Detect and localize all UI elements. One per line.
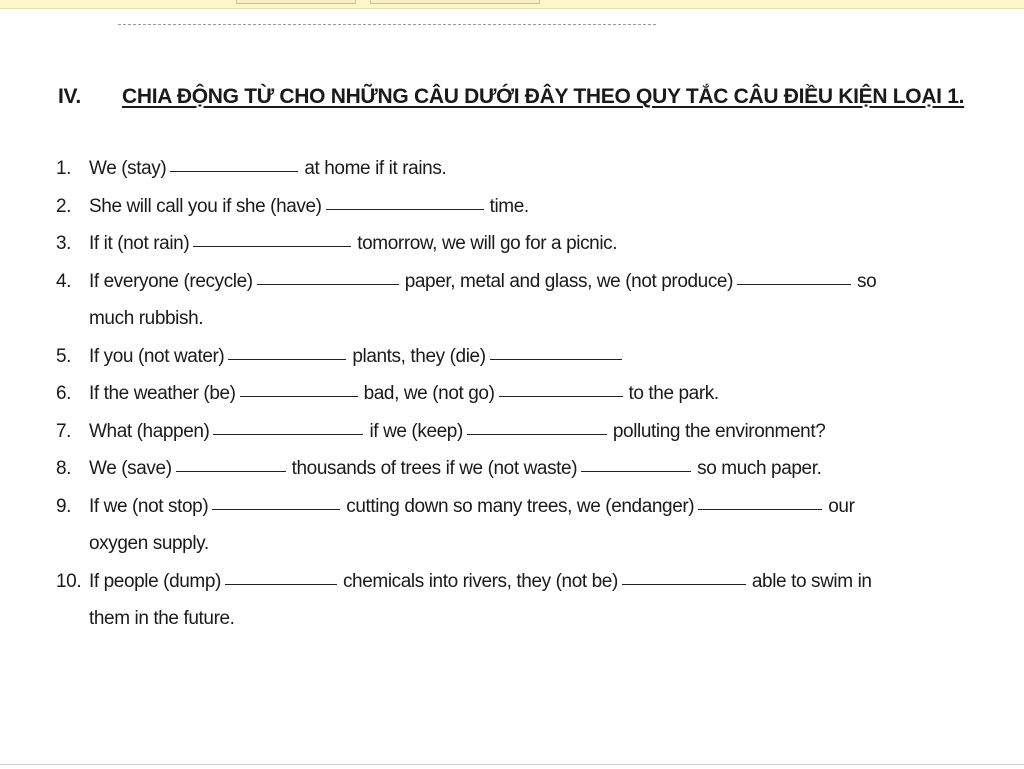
item-number: 7. <box>56 420 72 442</box>
item-text: so much paper. <box>697 458 822 479</box>
exercise-item-3 <box>56 225 1016 263</box>
answer-blank[interactable] <box>326 208 484 210</box>
item-text: chemicals into rivers, they (not be) <box>342 570 618 592</box>
exercise-item-6 <box>56 375 1016 413</box>
item-text: our <box>828 495 855 517</box>
item-text: plants, they (die) <box>352 345 486 367</box>
item-text: tomorrow, we will go for a picnic. <box>357 233 618 254</box>
answer-blank[interactable] <box>228 358 346 360</box>
item-text-continued: much rubbish. <box>89 308 204 329</box>
answer-blank[interactable] <box>581 470 691 472</box>
item-text: If you (not water) <box>89 345 225 367</box>
item-text: If the weather (be) <box>89 383 236 404</box>
toolbar-tab[interactable] <box>370 0 540 4</box>
item-text: She will call you if she (have) <box>89 195 322 217</box>
item-text: If people (dump) <box>89 570 221 592</box>
item-number: 6. <box>56 383 72 404</box>
item-text: If everyone (recycle) <box>89 270 253 292</box>
item-number: 3. <box>56 233 72 254</box>
answer-blank[interactable] <box>170 170 298 172</box>
exercise-item-2 <box>56 188 1016 226</box>
answer-blank[interactable] <box>622 583 746 585</box>
toolbar-tab[interactable] <box>236 0 356 4</box>
section-title: CHIA ĐỘNG TỪ CHO NHỮNG CÂU DƯỚI ĐÂY THEO QUY TẮC CÂU ĐIỀU KIỆN LOẠI 1. <box>122 85 965 108</box>
item-text: if we (keep) <box>369 420 463 442</box>
item-number: 4. <box>56 270 72 292</box>
exercise-item-4 <box>56 263 1016 338</box>
answer-blank[interactable] <box>193 245 351 247</box>
item-text: to the park. <box>628 383 719 404</box>
dotted-separator <box>118 24 656 25</box>
item-text: What (happen) <box>89 420 210 442</box>
answer-blank[interactable] <box>467 433 607 435</box>
exercise-item-9 <box>56 488 1016 563</box>
item-number: 9. <box>56 495 72 517</box>
item-text: cutting down so many trees, we (endanger) <box>346 495 695 517</box>
item-text: polluting the environment? <box>612 420 826 442</box>
answer-blank[interactable] <box>737 283 851 285</box>
item-text: able to swim in <box>751 570 872 592</box>
exercise-item-8 <box>56 450 1016 488</box>
item-text: so <box>857 270 877 292</box>
page-bottom-edge <box>0 764 1024 765</box>
section-numeral: IV. <box>58 85 81 108</box>
answer-blank[interactable] <box>490 358 622 360</box>
exercise-item-10 <box>56 563 1016 638</box>
answer-blank[interactable] <box>176 470 286 472</box>
answer-blank[interactable] <box>240 395 358 397</box>
answer-blank[interactable] <box>225 583 337 585</box>
item-text: at home if it rains. <box>304 158 447 179</box>
item-number: 5. <box>56 345 72 367</box>
item-number: 1. <box>56 158 72 179</box>
item-number: 10. <box>56 570 82 592</box>
exercise-item-7 <box>56 413 1016 451</box>
item-number: 2. <box>56 195 72 217</box>
item-text: We (save) <box>89 458 172 479</box>
answer-blank[interactable] <box>499 395 623 397</box>
item-text-continued: oxygen supply. <box>89 533 209 554</box>
answer-blank[interactable] <box>213 433 363 435</box>
item-text: bad, we (not go) <box>363 383 495 404</box>
item-text: time. <box>489 195 529 217</box>
answer-blank[interactable] <box>698 508 822 510</box>
answer-blank[interactable] <box>257 283 399 285</box>
item-text: We (stay) <box>89 158 167 179</box>
answer-blank[interactable] <box>212 508 340 510</box>
item-text-continued: them in the future. <box>89 608 235 629</box>
item-number: 8. <box>56 458 72 479</box>
item-text: If we (not stop) <box>89 495 209 517</box>
item-text: paper, metal and glass, we (not produce) <box>404 270 734 292</box>
item-text: If it (not rain) <box>89 233 190 254</box>
exercise-list <box>56 150 1016 638</box>
item-text: thousands of trees if we (not waste) <box>291 458 578 479</box>
exercise-item-1 <box>56 150 1016 188</box>
exercise-item-5 <box>56 338 1016 376</box>
